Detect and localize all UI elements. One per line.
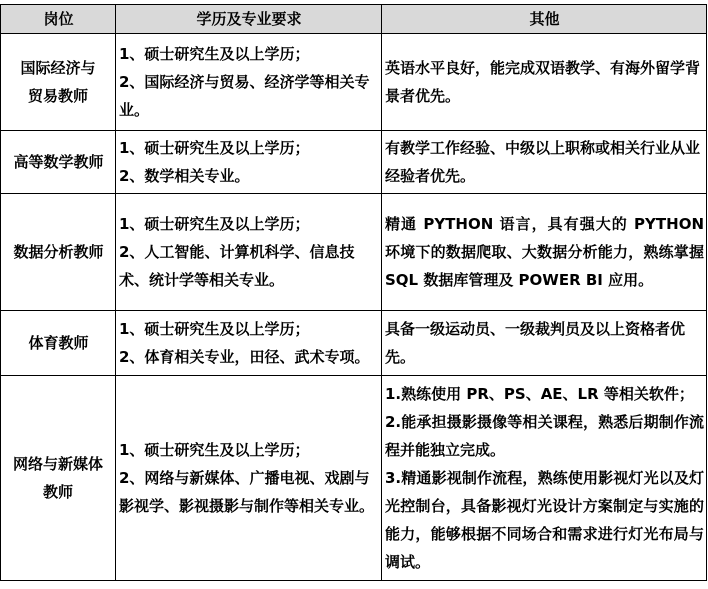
recruitment-table xyxy=(0,4,707,581)
education-cell xyxy=(116,194,382,311)
education-line: 1、硕士研究生及以上学历； xyxy=(119,320,310,338)
other-cell xyxy=(382,194,707,311)
other-cell xyxy=(382,311,707,376)
education-line: 2、体育相关专业，田径、武术专项。 xyxy=(119,348,370,366)
other-line: 3.精通影视制作流程，熟练使用影视灯光以及灯光控制台，具备影视灯光设计方案制定与实施的能力，能够根据不同场合和需求进行灯光布局与调试。 xyxy=(385,469,704,571)
education-line: 1、硕士研究生及以上学历； xyxy=(119,441,310,459)
other-line: 精通 PYTHON 语言，具有强大的 PYTHON 环境下的数据爬取、大数据分析能力，熟练掌握 SQL 数据库管理及 POWER BI 应用。 xyxy=(385,215,704,289)
other-line: 英语水平良好，能完成双语教学、有海外留学背景者优先。 xyxy=(385,59,701,105)
other-line: 具备一级运动员、一级裁判员及以上资格者优先。 xyxy=(385,320,686,366)
table-row xyxy=(1,376,707,581)
table-row xyxy=(1,194,707,311)
table-header-row xyxy=(1,5,707,34)
education-line: 2、人工智能、计算机科学、信息技术、统计学等相关专业。 xyxy=(119,243,355,289)
position-cell: 体育教师 xyxy=(1,311,116,376)
education-line: 1、硕士研究生及以上学历； xyxy=(119,215,310,233)
position-cell: 国际经济与贸易教师 xyxy=(1,34,116,131)
header-education: 学历及专业要求 xyxy=(116,5,382,34)
education-cell xyxy=(116,376,382,581)
education-cell xyxy=(116,34,382,131)
other-cell xyxy=(382,131,707,194)
table-row xyxy=(1,131,707,194)
table-row xyxy=(1,34,707,131)
position-cell: 网络与新媒体教师 xyxy=(1,376,116,581)
education-line: 2、国际经济与贸易、经济学等相关专业。 xyxy=(119,73,370,119)
other-cell xyxy=(382,34,707,131)
education-line: 2、数学相关专业。 xyxy=(119,167,250,185)
other-cell xyxy=(382,376,707,581)
table-row xyxy=(1,311,707,376)
position-cell: 高等数学教师 xyxy=(1,131,116,194)
header-position: 岗位 xyxy=(1,5,116,34)
other-line: 2.能承担摄影摄像等相关课程，熟悉后期制作流程并能独立完成。 xyxy=(385,413,704,459)
education-line: 1、硕士研究生及以上学历； xyxy=(119,45,310,63)
education-cell xyxy=(116,131,382,194)
education-cell xyxy=(116,311,382,376)
header-other: 其他 xyxy=(382,5,707,34)
other-line: 有教学工作经验、中级以上职称或相关行业从业经验者优先。 xyxy=(385,139,701,185)
education-line: 2、网络与新媒体、广播电视、戏剧与影视学、影视摄影与制作等相关专业。 xyxy=(119,469,375,515)
position-cell: 数据分析教师 xyxy=(1,194,116,311)
education-line: 1、硕士研究生及以上学历； xyxy=(119,139,310,157)
other-line: 1.熟练使用 PR、PS、AE、LR 等相关软件； xyxy=(385,385,694,403)
